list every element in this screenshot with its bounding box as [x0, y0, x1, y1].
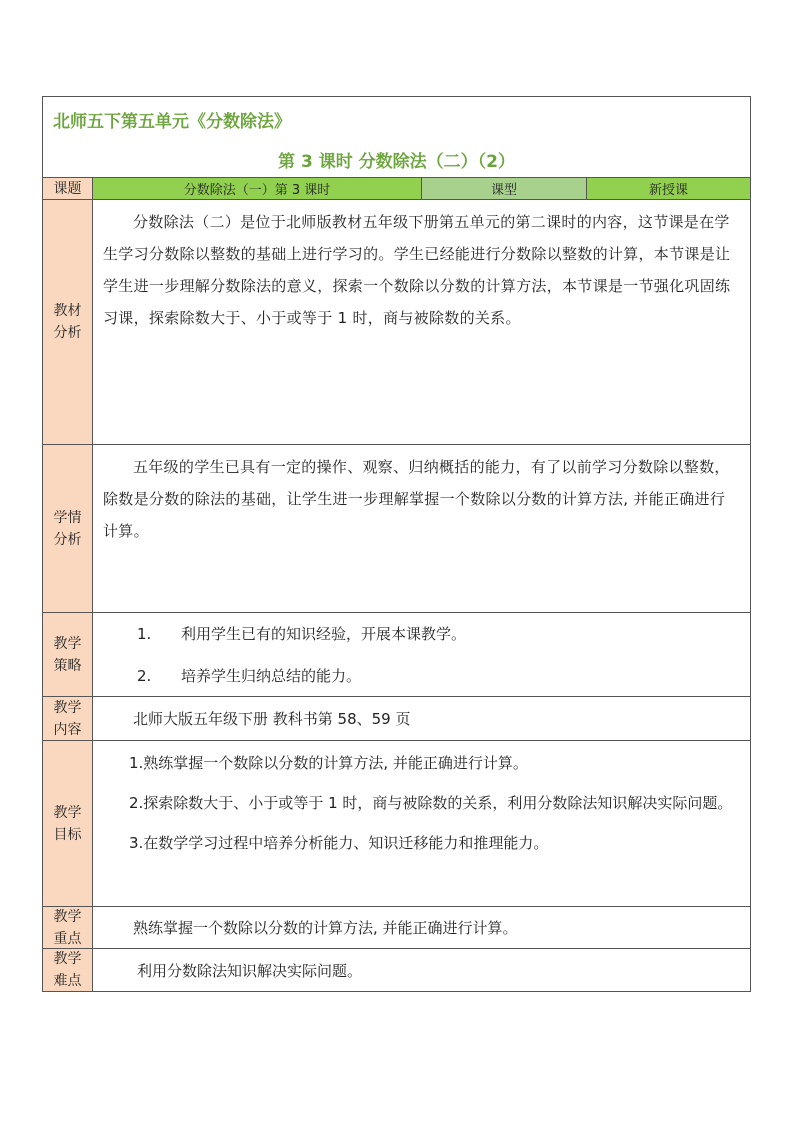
goal-item: 1.熟练掌握一个数除以分数的计算方法, 并能正确进行计算。: [129, 754, 528, 772]
strategy-label: [43, 613, 93, 696]
difficulty-row: [43, 949, 750, 991]
topic-label: [43, 178, 93, 199]
content-label-line2: 内容: [53, 721, 82, 738]
topic-value: 分数除法（一）第 3 课时: [93, 178, 422, 199]
teaching-content-text: 北师大版五年级下册 教科书第 58、59 页: [133, 710, 411, 728]
unit-title: 北师五下第五单元《分数除法》: [53, 112, 291, 132]
strategy-item: [93, 613, 750, 655]
topic-label-text: 课题: [53, 180, 82, 197]
key-point-label: [43, 907, 93, 948]
learner-analysis-row: [43, 445, 750, 613]
strategy-list: [93, 613, 750, 696]
difficulty-label-line1: 教学: [53, 951, 82, 967]
goals-label: [43, 741, 93, 906]
goals-label-line2: 目标: [53, 826, 82, 843]
info-row: [43, 178, 750, 200]
strategy-label-line2: 策略: [53, 657, 82, 674]
type-label: 课型: [422, 178, 587, 199]
lesson-title: 第 3 课时 分数除法（二）（2）: [278, 152, 515, 172]
difficulty-label: [43, 949, 93, 991]
strategy-item: [93, 655, 750, 697]
teaching-goals-row: [43, 741, 750, 907]
material-label-line2: 分析: [53, 325, 82, 341]
key-point-row: [43, 907, 750, 949]
strategy-label-line1: 教学: [53, 635, 82, 652]
strategy-item-text: 利用学生已有的知识经验，开展本课教学。: [181, 625, 467, 643]
goal-item: 3.在数学学习过程中培养分析能力、知识迁移能力和推理能力。: [129, 834, 549, 852]
learner-analysis-text: 五年级的学生已具有一定的操作、观察、归纳概括的能力，有了以前学习分数除以整数，除数是分数的除法的基础，让学生进一步理解掌握一个数除以分数的计算方法, 并能正确进行计算。: [103, 458, 730, 540]
strategy-item-number: 2.: [137, 667, 152, 685]
strategy-item-text: 培养学生归纳总结的能力。: [181, 667, 362, 685]
lesson-header: [43, 97, 750, 178]
difficulty-label-line2: 难点: [53, 973, 82, 989]
goal-item: 2.探索除数大于、小于或等于 1 时，商与被除数的关系，利用分数除法知识解决实际问题。: [129, 794, 733, 812]
learner-label-line1: 学情: [53, 509, 82, 526]
teaching-content-row: [43, 697, 750, 741]
learner-label: [43, 445, 93, 612]
type-value: 新授课: [587, 178, 750, 199]
teaching-strategy-row: [43, 613, 750, 697]
learner-label-line2: 分析: [53, 531, 82, 548]
lesson-plan-table: [42, 96, 751, 992]
material-analysis-row: [43, 200, 750, 445]
key-point-text: 熟练掌握一个数除以分数的计算方法, 并能正确进行计算。: [133, 919, 518, 937]
strategy-item-number: 1.: [137, 625, 152, 643]
goals-label-line1: 教学: [53, 804, 82, 821]
key-point-label-line1: 教学: [53, 908, 82, 925]
goals-list: [93, 741, 750, 906]
material-analysis-text: 分数除法（二）是位于北师版教材五年级下册第五单元的第二课时的内容，这节课是在学生学习分数除以整数的基础上进行学习的。学生已经能进行分数除以整数的计算，本节课是让学生进一步理解分数除法的意义，探索一个数除以分数的计算方法，本节课是一节强化巩固练习课，探索除数大于、小于或等于 1 时，商与被除数的关系。: [103, 213, 731, 327]
content-label-line1: 教学: [53, 699, 82, 716]
material-label: [43, 200, 93, 444]
content-label: [43, 697, 93, 740]
key-point-label-line2: 重点: [53, 930, 82, 947]
material-label-line1: 教材: [53, 303, 82, 319]
difficulty-text: 利用分数除法知识解决实际问题。: [137, 961, 363, 980]
